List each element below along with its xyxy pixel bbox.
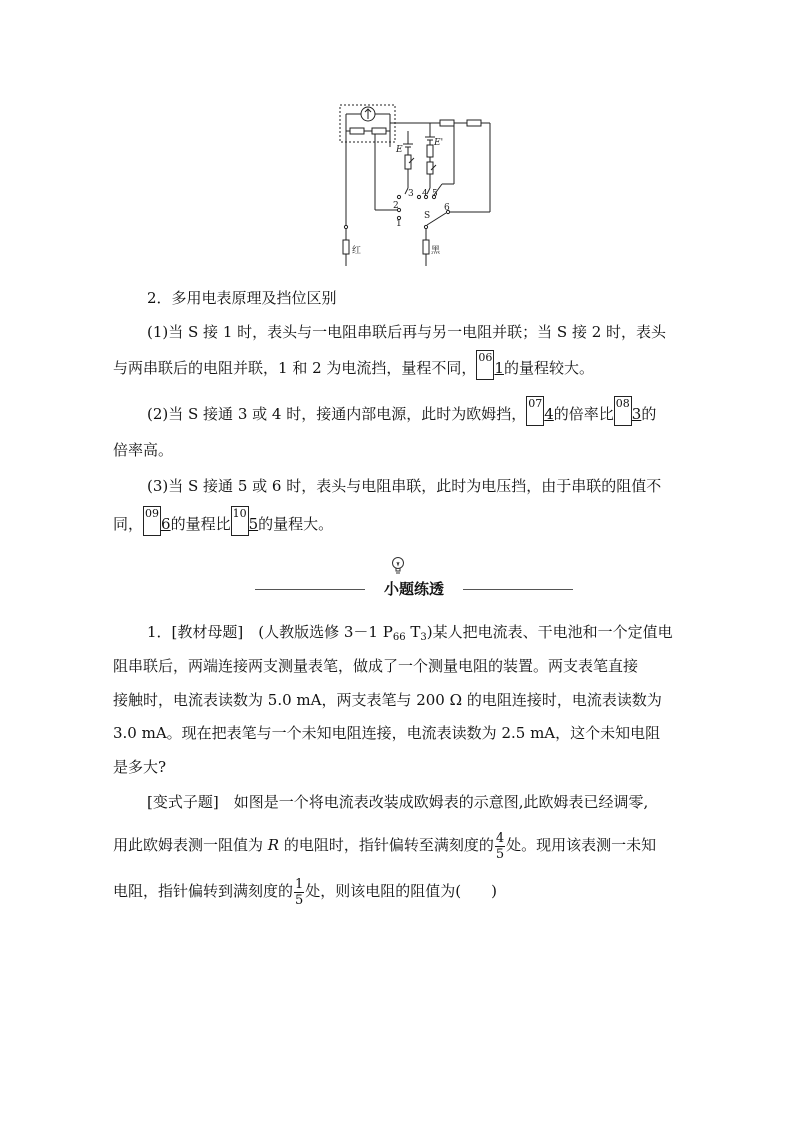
denominator: 5 (295, 892, 304, 908)
text-span: 处。现用该表测一未知 (506, 836, 657, 854)
text-span: 处，则该电阻的阻值为( ) (305, 882, 498, 900)
resistor (350, 128, 364, 134)
text-span: 用此欧姆表测一阻值为 (113, 836, 268, 854)
variant-line-1: [变式子题] 如图是一个将电流表改装成欧姆表的示意图,此欧姆表已经调零, (147, 793, 649, 811)
fraction-4-5 (495, 831, 505, 862)
paragraph-2-line-1 (147, 397, 657, 426)
resistor (467, 120, 481, 126)
fraction-1-5 (294, 877, 304, 908)
answer-text: 6 (161, 515, 171, 533)
text-span: 同， (113, 515, 144, 533)
variant-line-3 (113, 874, 497, 908)
answer-text: 5 (248, 515, 259, 533)
question-1-line-3: 接触时，电流表读数为 5.0 mA，两支表笔与 200 Ω 的电阻连接时，电流表读数为 (113, 691, 662, 709)
question-1-line-2: 阻串联后，两端连接两支测量表笔，做成了一个测量电阻的装置。两支表笔直接 (113, 657, 639, 675)
text-span: 的量程较大。 (503, 359, 594, 377)
text-span: T (405, 623, 421, 641)
blank-number: 09 (145, 507, 160, 520)
text-span: 的量程大。 (258, 515, 334, 533)
resistor (343, 240, 349, 254)
blank-number: 10 (232, 507, 247, 520)
label-1: 1 (396, 219, 402, 229)
blank-number: 07 (528, 397, 543, 410)
text-span: 电阻，指针偏转到满刻度的 (113, 882, 294, 900)
variant-line-2 (113, 828, 656, 862)
subscript: 3 (420, 632, 427, 643)
text-span: 1．[教材母题] (人教版选修 3－1 P (147, 623, 393, 641)
answer-text: 4 (544, 405, 554, 423)
question-1-line-4: 3.0 mA。现在把表笔与一个未知电阻连接，电流表读数为 2.5 mA，这个未知电阻 (113, 724, 661, 742)
practice-title: 小题练透 (383, 580, 444, 598)
variable-R: R (267, 836, 280, 854)
label-4: 4 (422, 189, 428, 199)
resistor (423, 240, 429, 254)
label-E-prime: E' (434, 138, 444, 148)
rheostat (427, 162, 433, 174)
paragraph-1-line-2 (113, 351, 594, 380)
answer-blank-06 (476, 350, 494, 380)
answer-blank-10 (231, 506, 249, 536)
resistor (427, 145, 433, 157)
question-1-line-5: 是多大? (113, 758, 167, 776)
label-2: 2 (393, 201, 399, 211)
multimeter-circuit-diagram (330, 100, 500, 270)
label-6: 6 (444, 203, 450, 213)
text-span: 的电阻时，指针偏转至满刻度的 (279, 836, 494, 854)
answer-text: 3 (631, 405, 642, 423)
subscript: 66 (392, 632, 406, 643)
text-span: 的量程比 (170, 515, 231, 533)
answer-blank-08 (614, 396, 632, 426)
paragraph-1-line-1: (1)当 S 接 1 时，表头与一电阻串联后再与另一电阻并联；当 S 接 2 时，表头 (147, 323, 667, 341)
text-span: )某人把电流表、干电池和一个定值电 (426, 623, 673, 641)
paragraph-3-line-2 (113, 507, 334, 536)
resistor (372, 128, 386, 134)
label-5: 5 (432, 189, 438, 199)
denominator: 5 (495, 846, 505, 862)
divider-right (463, 589, 573, 590)
answer-text: 1 (494, 359, 504, 377)
text-span: 与两串联后的电阻并联，1 和 2 为电流挡，量程不同， (113, 359, 477, 377)
question-1-line-1 (147, 622, 673, 648)
answer-blank-09 (143, 506, 161, 536)
text-span: 的倍率比 (553, 405, 614, 423)
label-red: 红 (352, 246, 362, 256)
lightbulb-icon (390, 556, 406, 578)
blank-number: 08 (615, 397, 630, 410)
numerator: 1 (295, 876, 304, 892)
text-span: (2)当 S 接通 3 或 4 时，接通内部电源，此时为欧姆挡， (147, 405, 527, 423)
label-S: S (424, 211, 431, 221)
blank-number: 06 (478, 351, 493, 364)
numerator: 4 (495, 830, 505, 846)
label-E: E (396, 145, 403, 155)
label-3: 3 (408, 189, 414, 199)
label-black: 黑 (431, 246, 441, 256)
text-span: 的 (641, 405, 657, 423)
paragraph-2-line-2: 倍率高。 (113, 441, 174, 459)
paragraph-3-line-1: (3)当 S 接通 5 或 6 时，表头与电阻串联，此时为电压挡，由于串联的阻值不 (147, 477, 662, 495)
resistor (440, 120, 454, 126)
section-heading: 2．多用电表原理及挡位区别 (147, 289, 337, 307)
answer-blank-07 (526, 396, 544, 426)
practice-title-bar (255, 578, 573, 600)
